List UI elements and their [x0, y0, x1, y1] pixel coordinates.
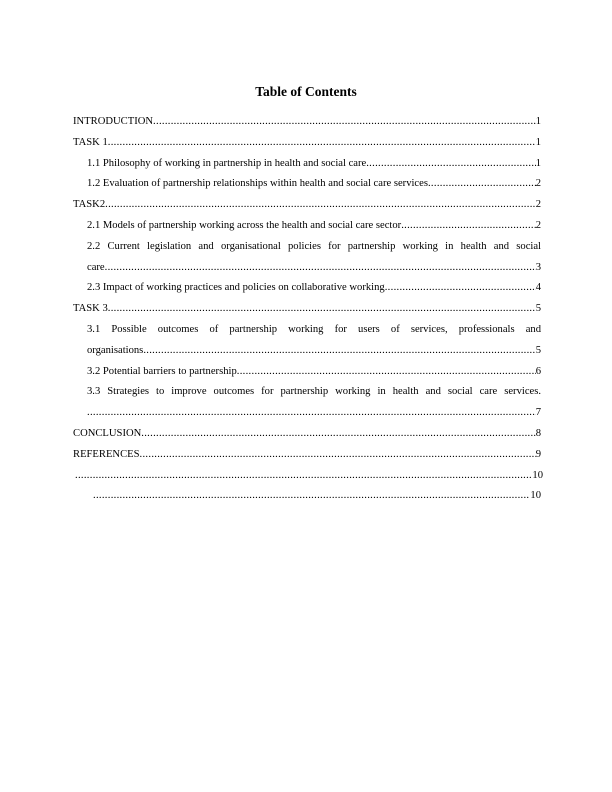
- toc-title: Table of Contents: [255, 84, 357, 99]
- toc-entry-text: TASK 3: [73, 303, 108, 315]
- dot-leader: [75, 466, 532, 487]
- toc-page-number: 10: [530, 490, 541, 502]
- dot-leader: [108, 299, 536, 320]
- dot-leader: [237, 362, 536, 383]
- toc-entry-3-1[interactable]: [73, 341, 541, 362]
- toc-page-number: 6: [535, 365, 541, 377]
- dot-leader: [140, 445, 536, 466]
- toc-entry-text: 1.2 Evaluation of partnership relationships within health and social care services: [87, 178, 428, 190]
- toc-entry-task-2[interactable]: [73, 195, 541, 216]
- toc-entry-text: CONCLUSION: [73, 427, 142, 439]
- toc-page-number: 10: [532, 469, 543, 481]
- toc-entry-references[interactable]: [73, 445, 541, 466]
- toc-page-number: 3: [535, 261, 541, 273]
- toc-list: [73, 112, 541, 507]
- toc-entry-text: 2.3 Impact of working practices and policies on collaborative working: [87, 282, 385, 294]
- dot-leader: [108, 133, 536, 154]
- toc-entry-text: TASK 1: [73, 136, 108, 148]
- toc-entry-text: care: [87, 261, 105, 273]
- toc-entry-text: REFERENCES: [73, 448, 140, 460]
- toc-entry-text: 2.1 Models of partnership working across the health and social care sector: [87, 219, 402, 231]
- dot-leader: [141, 424, 535, 445]
- toc-entry-3-1-line1[interactable]: 3.1 Possible outcomes of partnership working for users of services, professionals and: [87, 323, 541, 335]
- toc-entry-task-3[interactable]: [73, 299, 541, 320]
- dot-leader: [428, 174, 536, 195]
- toc-page-number: 1: [535, 116, 541, 127]
- toc-entry-text: TASK2: [73, 199, 106, 211]
- toc-entry-text: 1.1 Philosophy of working in partnership in health and social care: [87, 157, 367, 169]
- dot-leader: [87, 403, 536, 424]
- dot-leader: [366, 154, 535, 175]
- toc-entry-introduction[interactable]: [73, 112, 541, 133]
- toc-entry-1-1[interactable]: [73, 154, 541, 175]
- dot-leader: [153, 112, 536, 133]
- dot-leader: [93, 486, 530, 507]
- toc-page-number: 1: [535, 136, 541, 148]
- toc-entry-2-3[interactable]: [73, 278, 541, 299]
- toc-page-number: 2: [535, 178, 541, 190]
- toc-entry-3-3-line1[interactable]: 3.3 Strategies to improve outcomes for partnership working in health and social care services.: [87, 386, 541, 398]
- toc-page-number: 5: [535, 344, 541, 356]
- toc-page-number: 8: [535, 427, 541, 439]
- toc-page-number: 2: [535, 219, 541, 231]
- toc-entry-untitled-1[interactable]: [73, 466, 543, 487]
- toc-page-number: 5: [535, 303, 541, 315]
- toc-page-number: 1: [535, 157, 541, 169]
- toc-entry-conclusion[interactable]: [73, 424, 541, 445]
- dot-leader: [105, 195, 536, 216]
- dot-leader: [385, 278, 536, 299]
- toc-entry-3-2[interactable]: [73, 362, 541, 383]
- dot-leader: [143, 341, 535, 362]
- toc-page-number: 4: [535, 282, 541, 294]
- toc-entry-text: 3.2 Potential barriers to partnership: [87, 365, 237, 377]
- dot-leader: [401, 216, 536, 237]
- toc-entry-text: INTRODUCTION: [73, 116, 154, 127]
- toc-entry-untitled-2[interactable]: [73, 486, 541, 507]
- toc-page-number: 2: [535, 199, 541, 211]
- toc-page-number: 7: [535, 407, 541, 419]
- toc-entry-text: organisations: [87, 344, 144, 356]
- toc-entry-2-1[interactable]: [73, 216, 541, 237]
- toc-entry-3-3[interactable]: [73, 403, 541, 424]
- toc-entry-2-2[interactable]: [73, 258, 541, 279]
- toc-page-number: 9: [535, 448, 541, 460]
- toc-entry-1-2[interactable]: [73, 174, 541, 195]
- toc-entry-2-2-line1[interactable]: 2.2 Current legislation and organisational policies for partnership working in health and social: [87, 240, 541, 252]
- toc-entry-task-1[interactable]: [73, 133, 541, 154]
- dot-leader: [105, 258, 536, 279]
